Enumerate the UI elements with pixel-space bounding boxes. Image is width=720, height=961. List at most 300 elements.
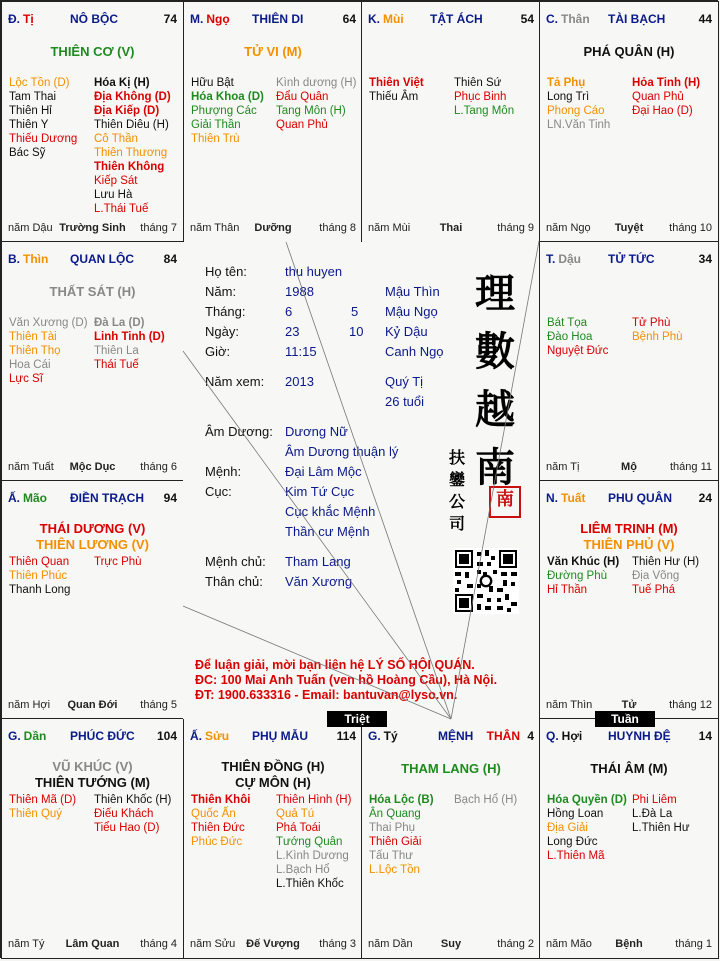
value-than-chu: Văn Xương (285, 574, 353, 589)
luu-nguyet-month: tháng 4 (140, 938, 177, 950)
than-marker: THÂN (486, 729, 520, 743)
minor-star: Hữu Bật (191, 77, 234, 89)
minor-star: Thiên Giải (369, 836, 422, 848)
palace-footer (190, 938, 356, 952)
palace-header (8, 12, 177, 26)
luu-nguyet-month: tháng 2 (497, 938, 534, 950)
palace-canchi (8, 491, 47, 505)
minor-star: Thiên Diêu (H) (94, 119, 169, 131)
value-cuc-khac: Cục khắc Mệnh (285, 504, 376, 519)
minor-stars-left (369, 793, 434, 877)
label-thang: Tháng: (205, 304, 246, 319)
minor-star: L.Thiên Mã (547, 850, 605, 862)
minor-star: Tấu Thư (369, 850, 413, 862)
palace-header (8, 729, 177, 743)
palace-age-number: 114 (336, 729, 356, 743)
luu-nien-year: năm Dậu (8, 222, 53, 234)
minor-star: Tiểu Hao (D) (94, 822, 160, 834)
contact-block (195, 658, 497, 703)
palace-can: Ấ. (8, 491, 20, 505)
luu-nien-year: năm Thìn (546, 699, 593, 711)
label-gio: Giờ: (205, 344, 231, 359)
minor-star: Thiên Trù (191, 133, 240, 145)
palace-age-number: 64 (342, 12, 356, 26)
truong-sinh-stage: Thai (439, 222, 463, 234)
palace-footer (368, 938, 534, 952)
palace-chi: Dần (23, 729, 47, 743)
value-nam-canchi: Mậu Thìn (385, 284, 440, 299)
minor-star: L.Tang Môn (454, 105, 515, 117)
palace-age-number: 24 (698, 491, 712, 505)
calligraphy-char-2: 數 (475, 328, 515, 375)
palace-can: C. (546, 12, 558, 26)
palace-age-number: 104 (156, 729, 177, 743)
minor-star: Kình dương (H) (276, 77, 357, 89)
minor-stars-left (9, 793, 76, 821)
minor-star: Hóa Lộc (B) (369, 794, 434, 806)
palace-footer (8, 222, 177, 236)
palace-chi: Mão (23, 491, 47, 505)
luu-nien-year: năm Tuất (8, 461, 54, 473)
minor-star: LN.Văn Tinh (547, 119, 611, 131)
calligraphy-char-4: 南 (475, 444, 515, 491)
luu-nien-year: năm Tý (8, 938, 45, 950)
palace-name: THIÊN DI (252, 12, 304, 26)
palace-header (8, 491, 177, 505)
value-thang-canchi: Mậu Ngọ (385, 304, 438, 319)
minor-star: Thiên Tài (9, 331, 57, 343)
palace-canchi (546, 491, 585, 505)
minor-stars-right (94, 793, 171, 835)
value-tuoi: 26 tuổi (385, 394, 425, 409)
value-menh: Đại Lâm Mộc (285, 464, 362, 479)
minor-star: Long Đức (547, 836, 598, 848)
value-cuc: Kim Tứ Cục (285, 484, 355, 499)
palace-hoi (539, 718, 719, 959)
palace-age-number: 94 (163, 491, 177, 505)
main-stars (2, 284, 183, 300)
minor-stars-right (94, 76, 171, 216)
palace-canchi (190, 12, 230, 26)
minor-star: Hóa Kị (H) (94, 77, 150, 89)
contact-line-1: Để luận giải, mời bạn liên hệ LÝ SỐ HỘI QUÁN. (195, 658, 475, 672)
calligraphy-char-3: 越 (475, 386, 515, 433)
minor-star: Hóa Khoa (D) (191, 91, 264, 103)
luu-nguyet-month: tháng 1 (675, 938, 712, 950)
palace-age-number: 14 (698, 729, 712, 743)
minor-stars-right (94, 316, 165, 372)
minor-star: Thiên Không (94, 161, 165, 173)
minor-star: Đẩu Quân (276, 91, 329, 103)
minor-star: Thiên Khốc (H) (94, 794, 172, 806)
label-am-duong: Âm Dương: (205, 424, 273, 439)
minor-star: Thanh Long (9, 584, 71, 596)
label-menh-chu: Mệnh chủ: (205, 554, 266, 569)
palace-name: PHÚC ĐỨC (70, 729, 135, 743)
palace-name: QUAN LỘC (70, 252, 134, 266)
main-stars (362, 761, 540, 777)
minor-star: Quả Tú (276, 808, 315, 820)
palace-age-number: 54 (520, 12, 534, 26)
minor-star: Phục Binh (454, 91, 507, 103)
luu-nien-year: năm Dần (368, 938, 413, 950)
center-info-panel (183, 242, 539, 719)
label-menh: Mệnh: (205, 464, 242, 479)
main-star: THÁI DƯƠNG (V) (39, 521, 146, 536)
palace-can: T. (546, 252, 556, 266)
palace-ti (1, 1, 184, 243)
luu-nguyet-month: tháng 10 (669, 222, 712, 234)
palace-can: M. (190, 12, 204, 26)
minor-star: Hoa Cái (9, 359, 51, 371)
palace-can: Đ. (8, 12, 20, 26)
minor-stars-right (632, 793, 690, 835)
minor-star: Địa Giải (547, 822, 588, 834)
palace-header (546, 252, 712, 266)
palace-footer (546, 461, 712, 475)
luu-nguyet-month: tháng 7 (140, 222, 177, 234)
minor-star: Địa Kiếp (D) (94, 105, 160, 117)
minor-star: Bác Sỹ (9, 147, 46, 159)
palace-chi: Sửu (205, 729, 230, 743)
palace-footer (368, 222, 534, 236)
main-star: CỰ MÔN (H) (235, 775, 311, 790)
palace-canchi (8, 252, 48, 266)
value-nam-xem: 2013 (285, 374, 314, 389)
minor-stars-left (9, 555, 70, 597)
palace-age-number: 84 (163, 252, 177, 266)
minor-star: Thiên Hư (H) (632, 556, 700, 568)
palace-name: HUYNH ĐỆ (608, 729, 671, 743)
palace-canchi (546, 12, 590, 26)
palace-age-number: 44 (698, 12, 712, 26)
small-char-3: 公 (449, 492, 466, 511)
minor-star: Thiên Hỉ (9, 105, 52, 117)
minor-star: Lộc Tồn (D) (9, 77, 70, 89)
minor-star: Thiên Phúc (9, 570, 68, 582)
truong-sinh-stage: Tử (621, 699, 637, 711)
minor-star: Thiên Quý (9, 808, 63, 820)
palace-header (190, 12, 356, 26)
minor-star: L.Thiên Hư (632, 822, 690, 834)
minor-star: Phá Toái (276, 822, 321, 834)
value-ngay-duong: 10 (349, 324, 364, 339)
label-cuc: Cục: (205, 484, 232, 499)
minor-star: Phúc Đức (191, 836, 243, 848)
contact-phone-email: ĐT: 1900.633316 - Email: bantuvan@lyso.vn. (195, 688, 458, 702)
palace-age-number: 4 (527, 729, 534, 743)
palace-header (546, 12, 712, 26)
minor-star: Tang Môn (H) (276, 105, 346, 117)
minor-star: Tam Thai (9, 91, 57, 103)
palace-header (190, 729, 356, 743)
luu-nien-year: năm Ngọ (546, 222, 591, 234)
palace-name: PHỤ MẪU (252, 729, 308, 743)
tuan-tag: Tuần (595, 711, 655, 727)
red-seal-stamp: 南 (489, 486, 521, 518)
minor-star: Tả Phụ (547, 77, 586, 89)
minor-star: Long Trì (547, 91, 590, 103)
palace-canchi (368, 729, 398, 743)
palace-chi: Thân (561, 12, 590, 26)
minor-star: Lực Sĩ (9, 373, 43, 385)
luu-nien-year: năm Hợi (8, 699, 51, 711)
minor-star: Cô Thần (94, 133, 138, 145)
main-star: THIÊN ĐỒNG (H) (221, 759, 325, 774)
minor-star: Hỉ Thần (547, 584, 588, 596)
value-am-duong: Dương Nữ (285, 424, 348, 439)
palace-chi: Tuất (561, 491, 586, 505)
minor-star: Thiếu Dương (9, 133, 78, 145)
minor-star: Thiên Y (9, 119, 49, 131)
contact-address: ĐC: 100 Mai Anh Tuấn (ven hồ Hoàng Cầu), Hà Nội. (195, 673, 498, 687)
minor-star: Bệnh Phù (632, 331, 683, 343)
palace-can: Ấ. (190, 729, 202, 743)
minor-star: Kiếp Sát (94, 175, 138, 187)
palace-can: N. (546, 491, 558, 505)
main-stars (2, 44, 183, 60)
truong-sinh-stage: Lâm Quan (65, 938, 120, 950)
palace-header (8, 252, 177, 266)
label-ngay: Ngày: (205, 324, 239, 339)
palace-footer (546, 938, 712, 952)
luu-nguyet-month: tháng 5 (140, 699, 177, 711)
minor-star: Quan Phủ (632, 91, 684, 103)
palace-can: B. (8, 252, 20, 266)
luu-nguyet-month: tháng 9 (497, 222, 534, 234)
minor-star: Thiên Mã (D) (9, 794, 77, 806)
luu-nguyet-month: tháng 8 (319, 222, 356, 234)
label-than-chu: Thân chủ: (205, 574, 263, 589)
minor-star: L.Lộc Tồn (369, 864, 420, 876)
value-than-cu: Thần cư Mệnh (285, 524, 370, 539)
palace-chi: Thìn (23, 252, 49, 266)
main-star: THIÊN CƠ (V) (50, 44, 135, 59)
minor-stars-right (454, 793, 517, 807)
main-star: THIÊN TƯỚNG (M) (34, 775, 151, 790)
luu-nguyet-month: tháng 6 (140, 461, 177, 473)
luu-nien-year: năm Tị (546, 461, 580, 473)
minor-stars-left (9, 316, 88, 386)
palace-name: PHU QUÂN (608, 491, 673, 505)
main-stars (540, 761, 718, 777)
palace-tuat (539, 480, 719, 720)
minor-star: Thiên Quan (9, 556, 70, 568)
palace-footer (190, 222, 356, 236)
main-star: THIÊN PHỦ (V) (583, 537, 675, 552)
palace-canchi (8, 12, 34, 26)
minor-star: L.Bạch Hổ (276, 864, 330, 876)
minor-star: Địa Không (D) (94, 91, 171, 103)
palace-name: TÀI BẠCH (608, 12, 666, 26)
value-thang-am: 6 (285, 304, 293, 319)
truong-sinh-stage: Mộc Dục (69, 461, 116, 473)
value-ho-ten: thu huyen (285, 264, 343, 279)
minor-stars-left (547, 316, 608, 358)
minor-star: Thiếu Âm (369, 91, 419, 103)
minor-star: Bát Tọa (547, 317, 588, 329)
palace-chi: Dậu (558, 252, 582, 266)
main-stars (184, 44, 362, 60)
value-am-duong-ly: Âm Dương thuận lý (285, 444, 399, 459)
minor-star: Đường Phù (547, 570, 607, 582)
minor-star: Thiên La (94, 345, 139, 357)
palace-name: TỬ TỨC (608, 252, 655, 266)
truong-sinh-stage: Trường Sinh (59, 222, 126, 234)
minor-star: Thiên Thọ (9, 345, 61, 357)
main-stars (2, 759, 183, 791)
minor-star: Lưu Hà (94, 189, 133, 201)
minor-star: Thai Phụ (369, 822, 416, 834)
minor-stars-left (369, 76, 424, 104)
palace-header (546, 729, 712, 743)
minor-star: Tướng Quân (276, 836, 343, 848)
minor-star: L.Thái Tuế (94, 203, 149, 215)
minor-star: Phi Liêm (632, 794, 677, 806)
palace-can: G. (8, 729, 21, 743)
minor-star: Đà La (D) (94, 317, 145, 329)
minor-star: Hóa Quyền (D) (547, 794, 627, 806)
minor-stars-right (632, 316, 683, 344)
minor-star: L.Kình Dương (276, 850, 349, 862)
palace-header (546, 491, 712, 505)
palace-can: G. (368, 729, 381, 743)
main-stars (540, 44, 718, 60)
value-thang-duong: 5 (351, 304, 359, 319)
palace-name: MỆNH (438, 729, 474, 743)
minor-stars-left (9, 76, 77, 160)
main-star: LIÊM TRINH (M) (580, 521, 678, 536)
palace-name: ĐIỀN TRẠCH (70, 491, 144, 505)
luu-nien-year: năm Sửu (190, 938, 236, 950)
main-star: THẤT SÁT (H) (49, 284, 136, 299)
minor-star: Linh Tinh (D) (94, 331, 165, 343)
minor-star: Phượng Các (191, 105, 257, 117)
value-nam-xem-canchi: Quý Tị (385, 374, 424, 389)
minor-star: Nguyệt Đức (547, 345, 609, 357)
main-stars (2, 521, 183, 553)
minor-star: Thiên Việt (369, 77, 424, 89)
luu-nien-year: năm Mão (546, 938, 592, 950)
palace-dan (1, 718, 184, 959)
palace-than (539, 1, 719, 243)
luu-nien-year: năm Thân (190, 222, 240, 234)
minor-star: Văn Xương (D) (9, 317, 88, 329)
palace-footer (8, 938, 177, 952)
main-stars (540, 521, 718, 553)
minor-star: Tử Phù (632, 317, 671, 329)
palace-mui (361, 1, 541, 243)
palace-age-number: 74 (163, 12, 177, 26)
minor-star: Tuế Phá (632, 584, 676, 596)
minor-star: Đào Hoa (547, 331, 593, 343)
palace-canchi (368, 12, 404, 26)
main-star: TỬ VI (M) (244, 44, 302, 59)
minor-star: Giải Thần (191, 119, 241, 131)
label-nam: Năm: (205, 284, 237, 299)
palace-can: K. (368, 12, 380, 26)
palace-ngo (183, 1, 363, 243)
palace-header (368, 729, 534, 743)
minor-star: Thiên Thương (94, 147, 168, 159)
palace-canchi (190, 729, 229, 743)
truong-sinh-stage: Tuyệt (614, 222, 644, 234)
minor-star: Hỏa Tinh (H) (632, 77, 701, 89)
minor-star: Hồng Loan (547, 808, 604, 820)
minor-stars-left (547, 555, 619, 597)
palace-chi: Tý (383, 729, 398, 743)
main-stars (184, 759, 362, 791)
label-ho-ten: Họ tên: (205, 264, 247, 279)
palace-ty (361, 718, 541, 959)
value-nam: 1988 (285, 284, 314, 299)
palace-header (368, 12, 534, 26)
main-star: VŨ KHÚC (V) (52, 759, 133, 774)
palace-chi: Mùi (383, 12, 404, 26)
palace-can: Q. (546, 729, 559, 743)
luu-nguyet-month: tháng 11 (669, 461, 712, 473)
minor-star: Văn Khúc (H) (547, 556, 620, 568)
minor-stars-right (276, 793, 351, 891)
palace-footer (8, 699, 177, 713)
label-nam-xem: Năm xem: (205, 374, 265, 389)
calligraphy-char-1: 理 (475, 270, 515, 317)
minor-star: Đại Hao (D) (632, 105, 693, 117)
main-star: THÁI ÂM (M) (590, 761, 668, 776)
minor-stars-right (632, 555, 699, 597)
palace-name: TẬT ÁCH (430, 12, 483, 26)
palace-mao (1, 480, 184, 720)
minor-star: Thiên Khôi (191, 794, 251, 806)
palace-dau (539, 241, 719, 482)
truong-sinh-stage: Suy (440, 938, 462, 950)
value-gio: 11:15 (285, 344, 317, 359)
minor-stars-left (191, 76, 264, 146)
palace-footer (8, 461, 177, 475)
minor-star: Quan Phủ (276, 119, 328, 131)
triet-tag: Triệt (327, 711, 387, 727)
minor-stars-left (547, 793, 627, 863)
minor-stars-left (547, 76, 610, 132)
minor-stars-right (454, 76, 514, 118)
minor-star: Thiên Đức (191, 822, 245, 834)
minor-star: Ân Quang (369, 808, 421, 820)
truong-sinh-stage: Dưỡng (254, 222, 292, 234)
minor-stars-right (632, 76, 700, 118)
small-char-2: 鑾 (449, 470, 466, 489)
minor-stars-left (191, 793, 250, 849)
value-gio-canchi: Canh Ngọ (385, 344, 444, 359)
minor-stars-right (276, 76, 356, 132)
minor-star: Điếu Khách (94, 808, 154, 820)
main-star: THAM LANG (H) (401, 761, 501, 776)
truong-sinh-stage: Mộ (621, 461, 637, 473)
main-star: THIÊN LƯƠNG (V) (36, 537, 149, 552)
main-star: PHÁ QUÂN (H) (583, 44, 675, 59)
minor-star: Trực Phù (94, 556, 142, 568)
truong-sinh-stage: Bệnh (615, 938, 643, 950)
luu-nguyet-month: tháng 12 (669, 699, 712, 711)
minor-star: Thiên Hình (H) (276, 794, 352, 806)
palace-footer (546, 222, 712, 236)
minor-star: Địa Võng (632, 570, 680, 582)
luu-nguyet-month: tháng 3 (319, 938, 356, 950)
value-menh-chu: Tham Lang (285, 554, 351, 569)
palace-chi: Hợi (561, 729, 583, 743)
minor-stars-right (94, 555, 142, 569)
minor-star: L.Thiên Khốc (276, 878, 344, 890)
minor-star: Phong Cáo (547, 105, 605, 117)
